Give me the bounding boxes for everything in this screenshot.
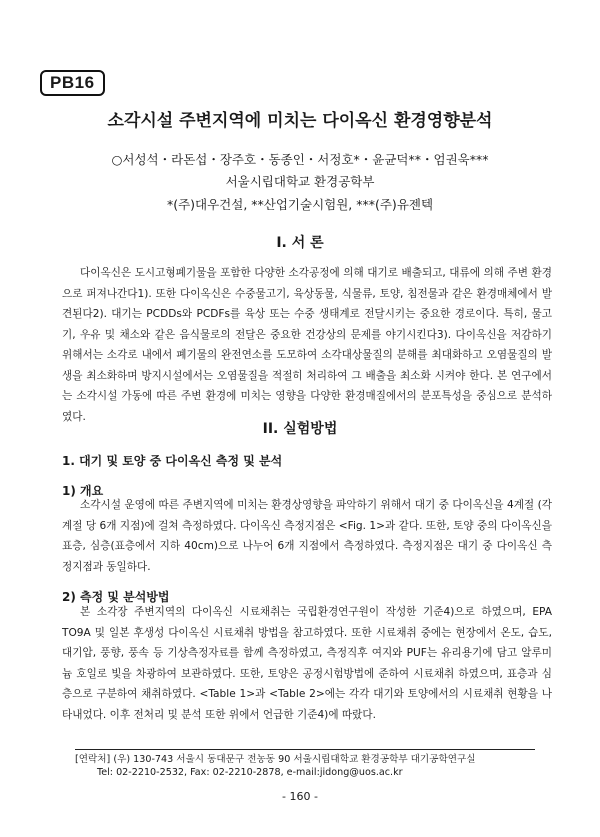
contact-phone-email: Tel: 02-2210-2532, Fax: 02-2210-2878, e-mail:jidong@uos.ac.kr — [97, 767, 403, 778]
introduction-paragraph: 다이옥신은 도시고형폐기물을 포함한 다양한 소각공정에 의해 대기로 배출되고, 대류에 의해 주변 환경으로 퍼져나간다1). 또한 다이옥신은 수중물고기, 육상동물, 식물류, 토양, 침전물과 같은 환경매체에서 발견된다2). 대기는 PCDDs와 PCDFs를 육상 또는 수중 생태계로 전달시키는 중요한 경로이다. 특히, 물고기, 우유 및 채소와 같은 음식물로의 전달은 중요한 건강상의 문제를 야기시킨다3). 다이옥신을 저감하기 위해서는 소각로 내에서 폐기물의 완전연소를 도모하여 소각대상물질의 분해를 최대화하고 오염물질의 발생을 최소화하며 방지시설에서는 오염물질을 적절히 처리하여 그 배출을 최소화 시켜야 한다. 본 연구에서는 소각시설 가동에 따른 주변 환경에 미치는 영향을 다양한 환경매질에서의 분포특성을 중심으로 분석하였다. — [62, 267, 552, 423]
section-heading-methods: II. 실험방법 — [262, 421, 338, 437]
subsection-heading-measurement: 1. 대기 및 토양 중 다이옥신 측정 및 분석 — [62, 454, 283, 468]
subsection-heading-overview: 1) 개요 — [62, 484, 104, 498]
section-heading-introduction: I. 서 론 — [276, 235, 324, 251]
author-list: ○서성석・라돈섭・장주호・동종인・서정호*・윤균덕**・엄권욱*** — [111, 152, 489, 167]
affiliation-primary: 서울시립대학교 환경공학부 — [225, 174, 375, 189]
paper-title: 소각시설 주변지역에 미치는 다이옥신 환경영향분석 — [107, 111, 493, 131]
contact-footer — [75, 749, 535, 779]
subsection-heading-methods-detail: 2) 측정 및 분석방법 — [62, 590, 170, 604]
poster-id-badge: PB16 — [40, 70, 105, 96]
affiliation-secondary: *(주)대우건설, **산업기술시험원, ***(주)유젠텍 — [166, 197, 434, 212]
methods-paragraph: 본 소각장 주변지역의 다이옥신 시료채취는 국립환경연구원이 작성한 기준4)으로 하였으며, EPA TO9A 및 일본 후생성 다이옥신 시료채취 방법을 참고하였다. 또한 시료채취 중에는 현장에서 온도, 습도, 대기압, 풍향, 풍속 등 기상측정자료를 함께 측정하였고, 측정직후 여지와 PUF는 유리용기에 담고 알루미늄 호일로 빛을 차광하여 보관하였다. 또한, 토양은 공정시험방법에 준하여 시료채취 하였으며, 표층과 심층으로 구분하여 채취하였다. <Table 1>과 <Table 2>에는 각각 대기와 토양에서의 시료채취 현황을 나타내었다. 이후 전처리 및 분석 또한 위에서 언급한 기준4)에 따랐다. — [62, 606, 552, 721]
contact-address: [연락처] (우) 130-743 서울시 동대문구 전농동 90 서울시립대학교 환경공학부 대기공학연구실 — [75, 754, 476, 765]
page-number: - 160 - — [282, 790, 318, 803]
overview-paragraph: 소각시설 운영에 따른 주변지역에 미치는 환경상영향을 파악하기 위해서 대기 중 다이옥신을 4계절 (각 계절 당 6개 지점)에 걸쳐 측정하였다. 다이옥신 측정지점은 <Fig. 1>과 같다. 또한, 토양 중의 다이옥신을 표층, 심층(표층에서 지하 40cm)으로 나누어 6개 지점에서 측정하였다. 측정지점은 대기 중 다이옥신 측정지점과 동일하다. — [62, 499, 552, 573]
